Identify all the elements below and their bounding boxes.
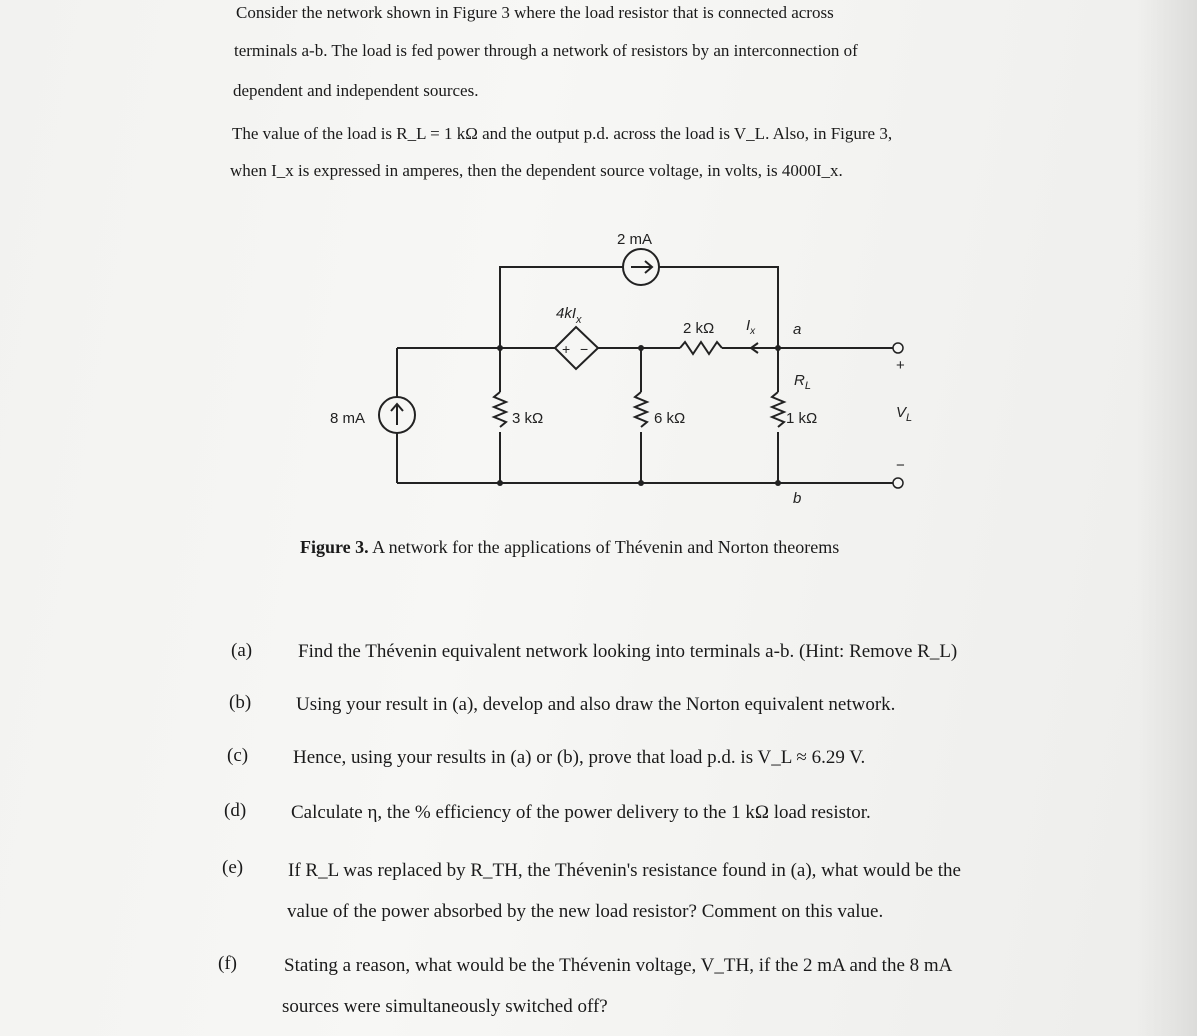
- question-text: If R_L was replaced by R_TH, the Thévenin's resistance found in (a), what would be the: [288, 860, 961, 881]
- intro-line-2: terminals a-b. The load is fed power through a network of resistors by an interconnection of: [234, 41, 858, 60]
- question-label: (e): [222, 857, 244, 878]
- question-label: (a): [231, 640, 253, 661]
- label-6k: 6 kΩ: [654, 410, 686, 427]
- terminal-a-icon: [893, 343, 903, 353]
- label-3k: 3 kΩ: [512, 410, 544, 427]
- question-text: Using your result in (a), develop and also draw the Norton equivalent network.: [296, 694, 896, 715]
- question-label: (c): [227, 745, 249, 766]
- resistor-3k-symbol: [494, 392, 506, 427]
- resistor-2k-symbol: [680, 342, 722, 354]
- label-dep-plus: +: [562, 341, 571, 357]
- resistor-6k-symbol: [635, 392, 647, 427]
- question-text: Calculate η, the % efficiency of the power delivery to the 1 kΩ load resistor.: [291, 802, 871, 823]
- terminal-b-icon: [893, 478, 903, 488]
- question-text: Find the Thévenin equivalent network looking into terminals a-b. (Hint: Remove R_L): [298, 641, 958, 662]
- label-vl-minus: −: [896, 457, 905, 474]
- intro-line-1: Consider the network shown in Figure 3 where the load resistor that is connected across: [236, 3, 834, 22]
- label-2k: 2 kΩ: [683, 320, 715, 337]
- label-node-a: a: [793, 321, 802, 338]
- label-1k: 1 kΩ: [786, 410, 818, 427]
- caption-bold: Figure 3.: [300, 537, 369, 557]
- intro-line-5: when I_x is expressed in amperes, then the dependent source voltage, in volts, is 4000I_x.: [230, 161, 843, 180]
- label-8ma: 8 mA: [330, 410, 366, 427]
- question-text-continued: value of the power absorbed by the new load resistor? Comment on this value.: [287, 901, 884, 922]
- question-text-continued: sources were simultaneously switched off?: [282, 996, 608, 1017]
- figure-caption: [300, 537, 839, 558]
- question-label: (b): [229, 692, 252, 713]
- label-dep-src: $4kI_x$: [556, 305, 582, 326]
- question-label: (d): [224, 800, 247, 821]
- resistor-rl-symbol: [772, 392, 784, 427]
- question-text: Stating a reason, what would be the Thévenin voltage, V_TH, if the 2 mA and the 8 mA: [284, 955, 953, 976]
- question-label: (f): [218, 953, 237, 974]
- intro-line-3: dependent and independent sources.: [233, 81, 479, 100]
- label-vl: $V_L$: [896, 404, 913, 424]
- label-2ma: 2 mA: [617, 231, 653, 248]
- label-node-b: b: [793, 490, 802, 507]
- label-ix: $I_x$: [746, 317, 756, 337]
- label-rl: $R_L$: [794, 372, 811, 392]
- ix-arrow-icon: [751, 343, 766, 353]
- caption-text: A network for the applications of Thévenin and Norton theorems: [368, 537, 840, 557]
- label-dep-minus: −: [580, 341, 589, 357]
- label-vl-plus: +: [896, 357, 905, 374]
- question-text: Hence, using your results in (a) or (b), prove that load p.d. is V_L ≈ 6.29 V.: [293, 747, 866, 768]
- intro-line-4: The value of the load is R_L = 1 kΩ and the output p.d. across the load is V_L. Also, in Figure 3,: [232, 124, 893, 143]
